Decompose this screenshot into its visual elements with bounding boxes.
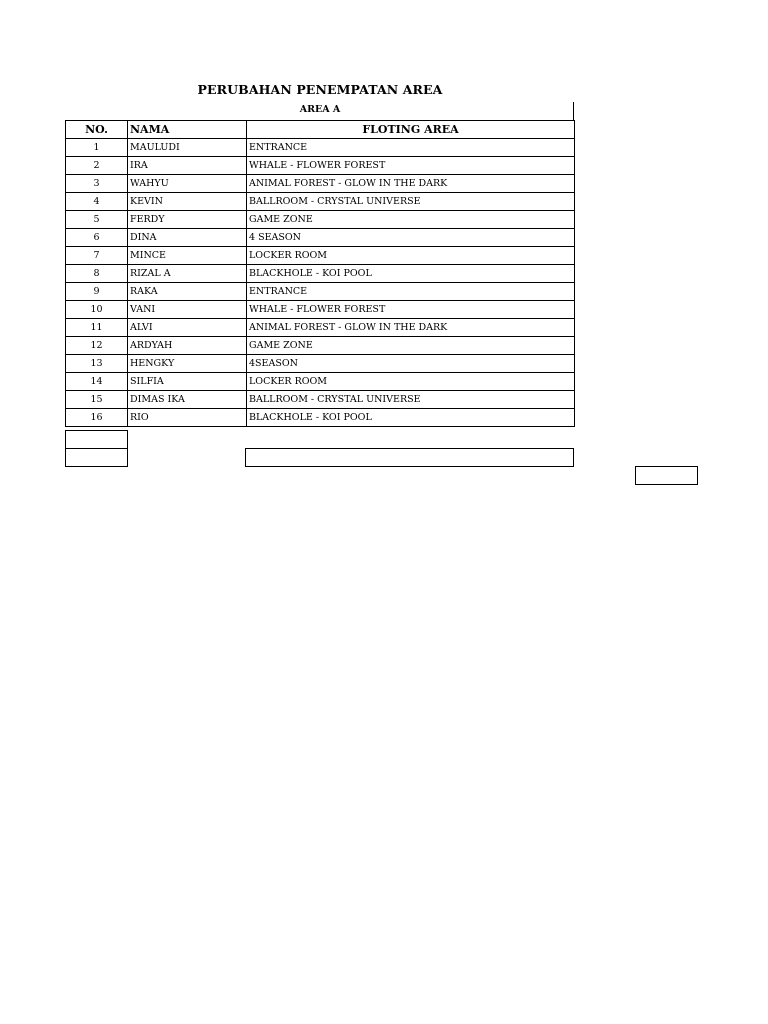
table-row [66,229,575,247]
cell-area: LOCKER ROOM [247,373,575,391]
table-row [66,337,575,355]
cell-area: BALLROOM - CRYSTAL UNIVERSE [247,193,575,211]
empty-cell-no-2 [65,448,128,467]
cell-name: ARDYAH [128,337,247,355]
cell-area: WHALE - FLOWER FOREST [247,157,575,175]
cell-area: GAME ZONE [247,211,575,229]
cell-name: DIMAS IKA [128,391,247,409]
table-row [66,391,575,409]
table-row [66,247,575,265]
cell-area: ENTRANCE [247,283,575,301]
cell-no: 1 [66,139,128,157]
cell-name: FERDY [128,211,247,229]
table-row [66,175,575,193]
cell-area: GAME ZONE [247,337,575,355]
cell-no: 11 [66,319,128,337]
table-row [66,139,575,157]
area-subtitle: AREA A [299,104,341,115]
header-no: NO. [66,121,128,139]
cell-no: 6 [66,229,128,247]
table-row [66,409,575,427]
cell-no: 8 [66,265,128,283]
empty-cell-area [245,448,574,467]
cell-name: RIO [128,409,247,427]
cell-name: RIZAL A [128,265,247,283]
cell-no: 9 [66,283,128,301]
cell-no: 12 [66,337,128,355]
cell-name: SILFIA [128,373,247,391]
subtitle-divider [573,102,574,120]
table-row [66,301,575,319]
cell-area: BLACKHOLE - KOI POOL [247,265,575,283]
cell-area: 4SEASON [247,355,575,373]
cell-area: BALLROOM - CRYSTAL UNIVERSE [247,391,575,409]
cell-no: 4 [66,193,128,211]
cell-name: ALVI [128,319,247,337]
cell-no: 10 [66,301,128,319]
cell-no: 15 [66,391,128,409]
cell-name: MAULUDI [128,139,247,157]
header-name: NAMA [128,121,247,139]
cell-no: 7 [66,247,128,265]
cell-name: HENGKY [128,355,247,373]
empty-cell-side [635,466,698,485]
cell-name: WAHYU [128,175,247,193]
cell-no: 5 [66,211,128,229]
table-row [66,265,575,283]
table-row [66,373,575,391]
page-title: PERUBAHAN PENEMPATAN AREA [197,82,443,97]
cell-area: LOCKER ROOM [247,247,575,265]
table-row [66,193,575,211]
cell-name: MINCE [128,247,247,265]
table-header-row [66,121,575,139]
cell-name: DINA [128,229,247,247]
cell-name: RAKA [128,283,247,301]
cell-area: ANIMAL FOREST - GLOW IN THE DARK [247,175,575,193]
empty-cell-no-1 [65,430,128,449]
cell-name: VANI [128,301,247,319]
table-row [66,319,575,337]
cell-area: WHALE - FLOWER FOREST [247,301,575,319]
cell-area: BLACKHOLE - KOI POOL [247,409,575,427]
cell-no: 14 [66,373,128,391]
cell-no: 13 [66,355,128,373]
cell-area: ANIMAL FOREST - GLOW IN THE DARK [247,319,575,337]
cell-area: 4 SEASON [247,229,575,247]
table-row [66,211,575,229]
cell-no: 2 [66,157,128,175]
table-row [66,283,575,301]
cell-name: KEVIN [128,193,247,211]
roster-table [65,120,575,427]
table-row [66,355,575,373]
cell-name: IRA [128,157,247,175]
cell-area: ENTRANCE [247,139,575,157]
header-area: FLOTING AREA [247,121,575,139]
cell-no: 16 [66,409,128,427]
cell-no: 3 [66,175,128,193]
table-row [66,157,575,175]
